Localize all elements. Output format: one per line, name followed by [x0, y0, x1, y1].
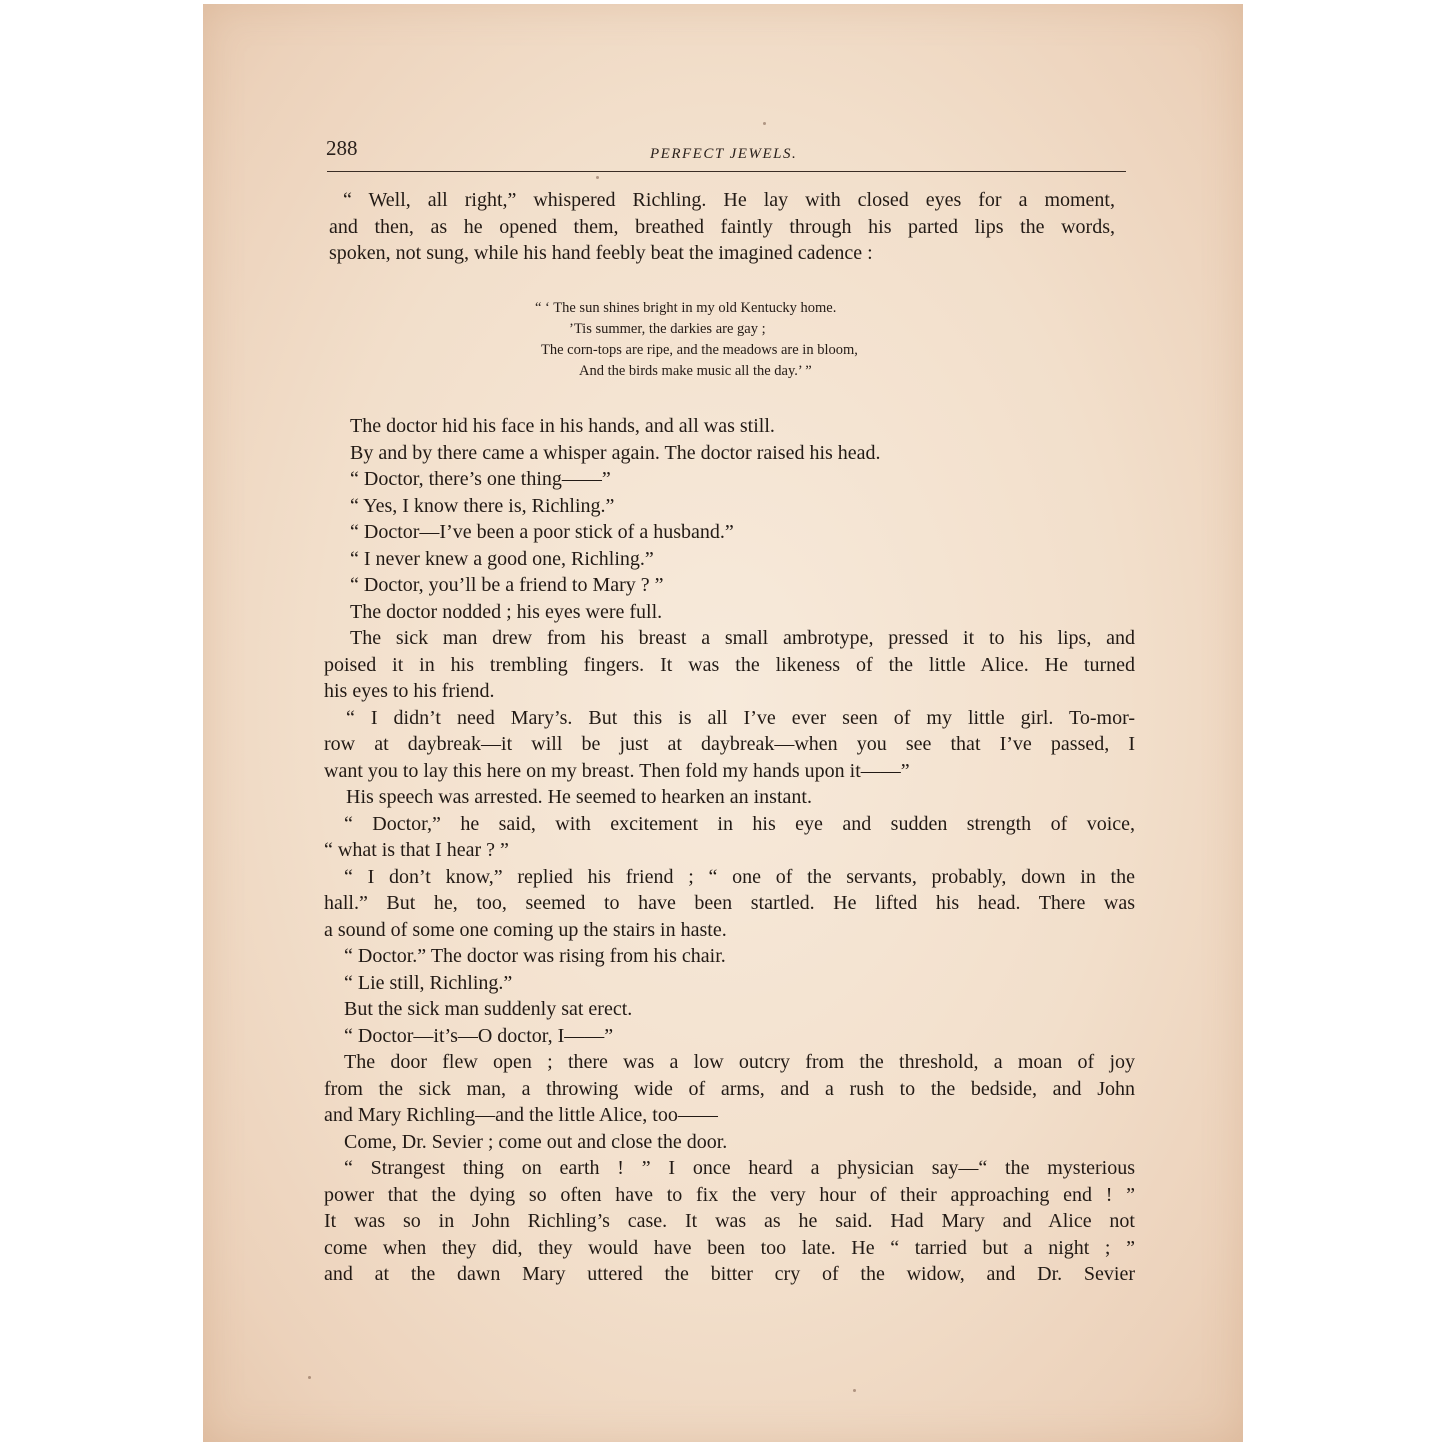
text-line: row at daybreak—it will be just at daybreak—when you see that I’ve passed, I [324, 733, 1135, 755]
text-line: from the sick man, a throwing wide of arms, and a rush to the bedside, and John [324, 1077, 1135, 1100]
text-line: The door flew open ; there was a low outcry from the threshold, a moan of joy [344, 1051, 1135, 1073]
opening-paragraph [329, 187, 1115, 267]
text-line: a sound of some one coming up the stairs in haste. [324, 918, 727, 941]
page-number: 288 [326, 136, 358, 160]
text-line: power that the dying so often have to fix the very hour of their approaching end ! ” [324, 1183, 1135, 1206]
text-line: Come, Dr. Sevier ; come out and close the door. [344, 1130, 728, 1153]
text-line: “ Yes, I know there is, Richling.” [350, 494, 615, 517]
text-line: “ Well, all right,” whispered Richling. He lay with closed eyes for a moment, [343, 189, 1115, 211]
text-line: “ I don’t know,” replied his friend ; “ one of the servants, probably, down in the [344, 865, 1135, 888]
running-head: PERFECT JEWELS. [650, 146, 798, 162]
text-line: The doctor hid his face in his hands, and all was still. [350, 415, 775, 437]
text-line: By and by there came a whisper again. The doctor raised his head. [350, 441, 881, 464]
text-line: His speech was arrested. He seemed to hearken an instant. [346, 786, 812, 808]
verse-quotation [535, 298, 858, 382]
text-line: come when they did, they would have been too late. He “ tarried but a night ; ” [324, 1236, 1135, 1259]
ink-speck [763, 122, 766, 125]
text-line: The doctor nodded ; his eyes were full. [350, 600, 663, 623]
verse-line: “ ‘ The sun shines bright in my old Kentucky home. [535, 300, 837, 316]
text-line: want you to lay this here on my breast. Then fold my hands upon it——” [324, 759, 910, 782]
body-text [324, 413, 1135, 1288]
text-line: “ I never knew a good one, Richling.” [350, 547, 654, 570]
verse-line: ’Tis summer, the darkies are gay ; [569, 321, 766, 337]
ink-speck [596, 176, 599, 179]
text-line: “ Doctor, you’ll be a friend to Mary ? ” [350, 574, 664, 596]
text-line: “ Doctor.” The doctor was rising from his chair. [344, 945, 726, 967]
text-line: “ I didn’t need Mary’s. But this is all I’ve ever seen of my little girl. To-mor- [346, 706, 1135, 729]
verse-line: And the birds make music all the day.’ ” [579, 363, 812, 379]
ink-speck [308, 1376, 311, 1379]
text-line: spoken, not sung, while his hand feebly beat the imagined cadence : [329, 242, 873, 264]
header-rule [327, 171, 1126, 172]
text-line: “ what is that I hear ? ” [324, 839, 509, 861]
text-line: “ Strangest thing on earth ! ” I once heard a physician say—“ the mysterious [344, 1157, 1135, 1179]
text-line: The sick man drew from his breast a small ambrotype, pressed it to his lips, and [350, 627, 1135, 649]
text-line: and at the dawn Mary uttered the bitter cry of the widow, and Dr. Sevier [324, 1263, 1135, 1285]
text-line: It was so in John Richling’s case. It was as he said. Had Mary and Alice not [324, 1210, 1135, 1232]
page-header [326, 134, 1126, 164]
verse-line: The corn-tops are ripe, and the meadows are in bloom, [541, 342, 858, 358]
ink-speck [853, 1389, 856, 1392]
text-line: “ Doctor—it’s—O doctor, I——” [344, 1024, 614, 1047]
text-line: “ Doctor,” he said, with excitement in his eye and sudden strength of voice, [344, 812, 1135, 835]
text-line: and Mary Richling—and the little Alice, too—— [324, 1104, 718, 1126]
text-line: “ Lie still, Richling.” [344, 971, 513, 994]
text-line: But the sick man suddenly sat erect. [344, 998, 633, 1020]
text-line: “ Doctor—I’ve been a poor stick of a husband.” [350, 521, 734, 543]
text-line: and then, as he opened them, breathed faintly through his parted lips the words, [329, 215, 1115, 238]
text-line: his eyes to his friend. [324, 680, 495, 702]
text-line: “ Doctor, there’s one thing——” [350, 468, 611, 490]
text-line: hall.” But he, too, seemed to have been startled. He lifted his head. There was [324, 892, 1135, 914]
text-line: poised it in his trembling fingers. It was the likeness of the little Alice. He turned [324, 653, 1135, 676]
